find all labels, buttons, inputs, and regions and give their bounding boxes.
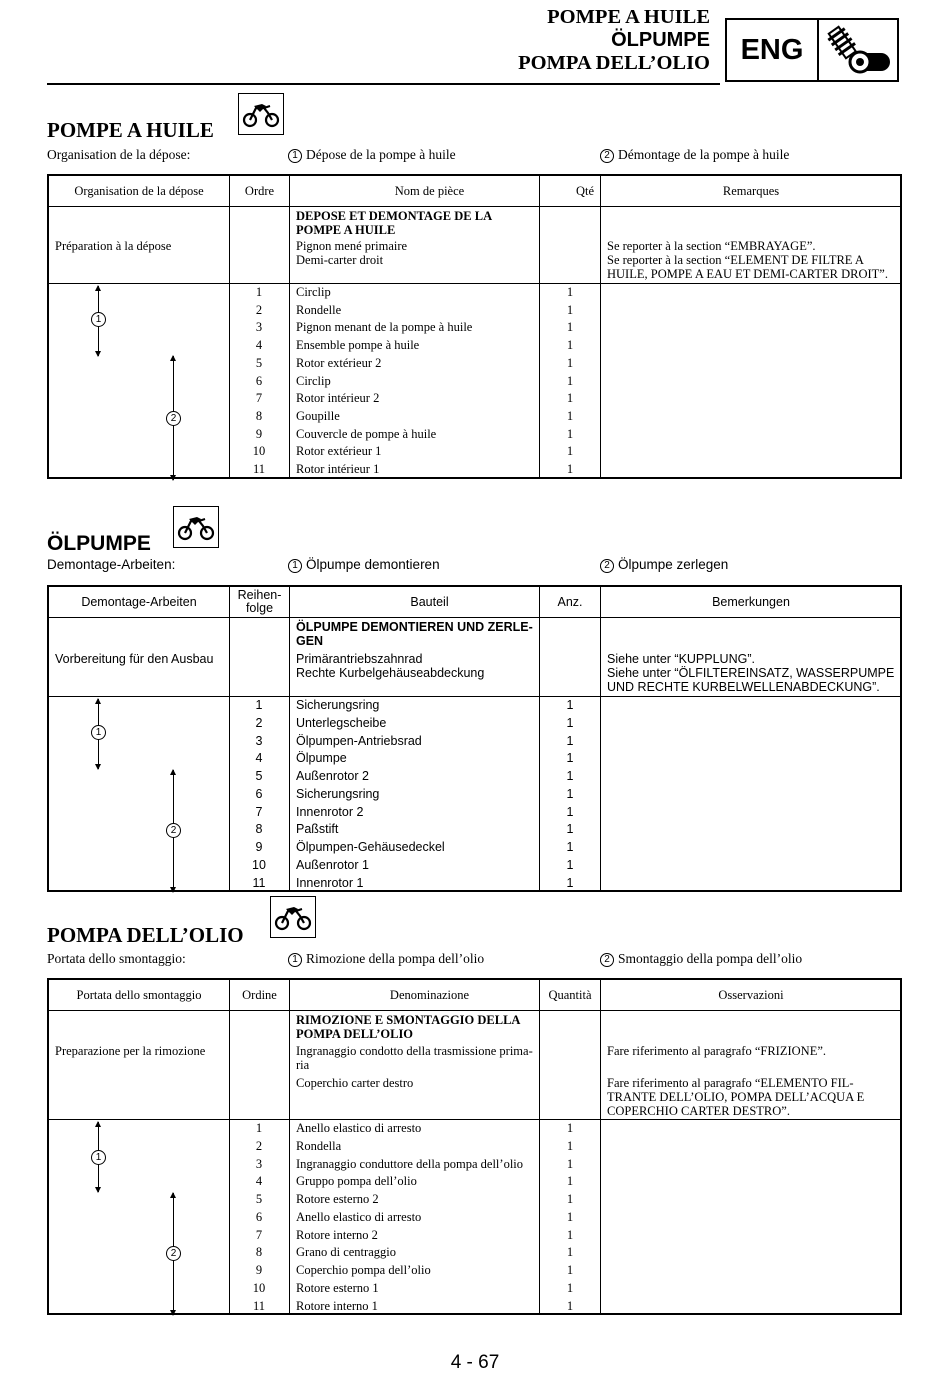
col-header: Qté [575,183,595,198]
row-order: 1 [255,285,263,299]
prep-part: Ingranaggio condotto della trasmissione prima- [296,1044,533,1058]
engine-gear-icon [819,20,897,80]
row-qty: 1 [566,355,574,370]
section-title: POMPA DELL’OLIO [47,923,244,947]
row-order: 11 [252,1298,266,1313]
col-header: Reihen- folge [237,588,282,615]
row-qty: 1 [566,373,574,388]
group2-mark: 2 [166,411,181,426]
prep-remark: Se reporter à la section “ELEMENT DE FILTRE A [607,253,864,267]
row-qty: 1 [566,285,574,299]
row-part-name: Rotor extérieur 1 [296,444,382,459]
row-part-name: Goupille [296,408,340,423]
row-part-name: Innenrotor 2 [296,804,364,819]
prep-label: Préparation à la dépose [55,239,172,253]
row-part-name: Circlip [296,373,331,388]
prep-label: Preparazione per la rimozione [55,1044,206,1058]
prep-heading: DEPOSE ET DEMONTAGE DE LA [296,209,493,223]
prep-part: Coperchio carter destro [296,1076,414,1090]
row-part-name: Rotore esterno 1 [296,1280,379,1295]
row-order: 11 [252,462,266,476]
prep-remark: COPERCHIO CARTER DESTRO”. [607,1104,790,1118]
row-order: 11 [252,875,266,890]
parts-table [47,585,902,892]
row-part-name: Anello elastico di arresto [296,1209,422,1224]
col-header: Ordre [244,183,275,198]
row-part-name: Rondella [296,1138,342,1153]
row-order: 8 [255,822,263,837]
row-qty: 1 [566,302,574,317]
row-order: 4 [255,1174,263,1189]
prep-remark: TRANTE DELL’OLIO, POMPA DELL’ACQUA E [607,1090,865,1104]
row-qty: 1 [566,1138,574,1153]
row-part-name: Circlip [296,285,331,299]
row-part-name: Couvercle de pompe à huile [296,426,437,441]
row-order: 5 [255,1192,263,1206]
row-qty: 1 [566,444,574,459]
prep-heading: ÖLPUMPE DEMONTIEREN UND ZERLE- [296,620,533,634]
row-part-name: Unterlegscheibe [296,715,387,730]
eng-label: ENG [727,20,819,80]
col-header: Portata dello smontaggio [76,987,202,1002]
row-order: 3 [255,733,263,748]
row-order: 9 [255,426,263,441]
row-order: 1 [255,698,263,712]
row-part-name: Ensemble pompe à huile [296,338,420,353]
row-part-name: Rotor extérieur 2 [296,355,382,370]
row-order: 10 [252,857,266,872]
row-part-name: Ingranaggio conduttore della pompa dell’olio [296,1156,524,1171]
col-header: Quantità [548,987,592,1002]
col-header: Bauteil [410,594,449,609]
removal-label: Demontage-Arbeiten: [47,557,176,572]
row-order: 7 [255,391,263,406]
row-order: 7 [255,804,263,819]
prep-heading: RIMOZIONE E SMONTAGGIO DELLA [296,1013,521,1027]
prep-label: Vorbereitung für den Ausbau [55,652,214,666]
row-order: 4 [255,338,263,353]
row-qty: 1 [566,1245,574,1260]
row-part-name: Innenrotor 1 [296,875,364,890]
col-header: Osservazioni [718,987,784,1002]
section-it [47,893,902,1318]
row-qty: 1 [566,462,574,476]
row-part-name: Rotore interno 1 [296,1298,378,1313]
removal-label: Portata dello smontaggio: [47,951,186,966]
row-order: 2 [255,715,263,730]
group1-mark: 1 [91,312,106,327]
row-qty: 1 [566,1263,574,1277]
row-part-name: Ölpumpe [296,751,347,766]
row-order: 9 [255,1263,263,1277]
prep-remark: Fare riferimento al paragrafo “FRIZIONE”. [607,1044,827,1058]
row-order: 6 [255,373,263,388]
row-part-name: Rotore esterno 2 [296,1192,379,1206]
group1-mark: 1 [91,725,106,740]
col-header: Organisation de la dépose [74,183,204,198]
prep-part: Primärantriebszahnrad [296,652,423,666]
page-number: 4 - 67 [450,1352,500,1373]
section-fr [47,90,902,482]
row-part-name: Coperchio pompa dell’olio [296,1263,431,1277]
eng-badge [725,18,899,82]
row-qty: 1 [566,1227,574,1242]
row-part-name: Rotor intérieur 2 [296,391,380,406]
row-order: 6 [255,786,263,801]
col-header: Bemerkungen [712,594,790,609]
col-header: Remarques [722,183,780,198]
row-order: 4 [255,751,263,766]
header-title-fr: POMPE A HUILE [547,6,710,28]
row-part-name: Rotore interno 2 [296,1227,378,1242]
row-qty: 1 [566,338,574,353]
row-order: 2 [255,1138,263,1153]
row-qty: 1 [566,715,574,730]
row-part-name: Außenrotor 1 [296,857,369,872]
prep-remark: Siehe unter “ÖLFILTEREINSATZ, WASSERPUMPE [607,666,895,680]
row-part-name: Sicherungsring [296,786,380,801]
header-title-it: POMPA DELL’OLIO [518,52,710,74]
row-qty: 1 [566,320,574,335]
row-qty: 1 [566,391,574,406]
parts-table [47,978,902,1315]
row-qty: 1 [566,751,574,766]
row-qty: 1 [566,408,574,423]
row-qty: 1 [566,1209,574,1224]
row-part-name: Rondelle [296,302,342,317]
group2-mark: 2 [166,823,181,838]
row-order: 5 [255,355,263,370]
row-qty: 1 [566,857,574,872]
table-header [49,587,900,618]
row-part-name: Pignon menant de la pompe à huile [296,320,473,335]
row-order: 6 [255,1209,263,1224]
row-part-name: Ölpumpen-Antriebsrad [296,733,422,748]
motorcycle-icon [270,896,316,938]
col-header: Ordine [242,987,277,1002]
row-qty: 1 [566,840,574,854]
section-de [47,500,902,895]
row-qty: 1 [566,1156,574,1171]
row-order: 7 [255,1227,263,1242]
prep-remark: Fare riferimento al paragrafo “ELEMENTO FIL- [607,1076,854,1090]
row-order: 8 [255,1245,263,1260]
row-part-name: Außenrotor 2 [296,769,369,783]
parts-table [47,174,902,479]
row-qty: 1 [566,698,574,712]
section-title: ÖLPUMPE [47,532,151,555]
row-qty: 1 [566,804,574,819]
row-part-name: Anello elastico di arresto [296,1121,422,1135]
motorcycle-icon [173,506,219,548]
row-qty: 1 [566,1174,574,1189]
table-header [49,980,900,1011]
row-order: 10 [252,1280,266,1295]
row-order: 9 [255,840,263,854]
prep-remark: HUILE, POMPE A EAU ET DEMI-CARTER DROIT”. [607,267,888,281]
step2-label: 2 Smontaggio della pompa dell’olio [600,951,802,967]
removal-label: Organisation de la dépose: [47,147,191,162]
row-qty: 1 [566,1280,574,1295]
row-order: 1 [255,1121,263,1135]
prep-part: ria [296,1058,310,1072]
step2-label: 2 Démontage de la pompe à huile [600,147,789,163]
header-rule [47,83,720,85]
step1-label: 1 Dépose de la pompe à huile [288,147,456,163]
row-order: 8 [255,408,263,423]
row-qty: 1 [566,822,574,837]
prep-heading: POMPA DELL’OLIO [296,1027,414,1041]
prep-heading: POMPE A HUILE [296,223,396,237]
prep-remark: Siehe unter “KUPPLUNG”. [607,652,755,666]
row-qty: 1 [566,875,574,890]
prep-heading: GEN [296,634,324,648]
row-order: 10 [252,444,266,459]
step2-label: 2 Ölpumpe zerlegen [600,557,728,573]
row-qty: 1 [566,786,574,801]
row-order: 3 [255,1156,263,1171]
prep-remark: UND RECHTE KURBELWELLENABDECKUNG”. [607,680,880,694]
col-header: Nom de pièce [394,183,465,198]
row-part-name: Rotor intérieur 1 [296,462,380,476]
row-qty: 1 [566,1298,574,1313]
step1-label: 1 Rimozione della pompa dell’olio [288,951,484,967]
group2-mark: 2 [166,1246,181,1261]
group1-mark: 1 [91,1150,106,1165]
motorcycle-icon [238,93,284,135]
row-part-name: Gruppo pompa dell’olio [296,1174,417,1189]
row-part-name: Grano di centraggio [296,1245,396,1260]
row-qty: 1 [566,769,574,783]
row-order: 3 [255,320,263,335]
header-titles [518,6,710,75]
row-part-name: Sicherungsring [296,698,380,712]
row-order: 2 [255,302,263,317]
prep-part: Demi-carter droit [296,253,384,267]
prep-part: Pignon mené primaire [296,239,408,253]
row-qty: 1 [566,733,574,748]
row-qty: 1 [566,1192,574,1206]
header-title-de: ÖLPUMPE [611,29,710,51]
col-header: Demontage-Arbeiten [81,594,197,609]
section-title: POMPE A HUILE [47,118,214,142]
col-header: Denominazione [389,987,470,1002]
row-order: 5 [255,769,263,783]
row-qty: 1 [566,1121,574,1135]
step1-label: 1 Ölpumpe demontieren [288,557,440,573]
table-header [49,176,900,207]
prep-part: Rechte Kurbelgehäuseabdeckung [296,666,485,680]
prep-remark: Se reporter à la section “EMBRAYAGE”. [607,239,816,253]
col-header: Anz. [557,594,583,609]
row-part-name: Paßstift [296,822,339,837]
row-qty: 1 [566,426,574,441]
row-part-name: Ölpumpen-Gehäusedeckel [296,840,445,854]
